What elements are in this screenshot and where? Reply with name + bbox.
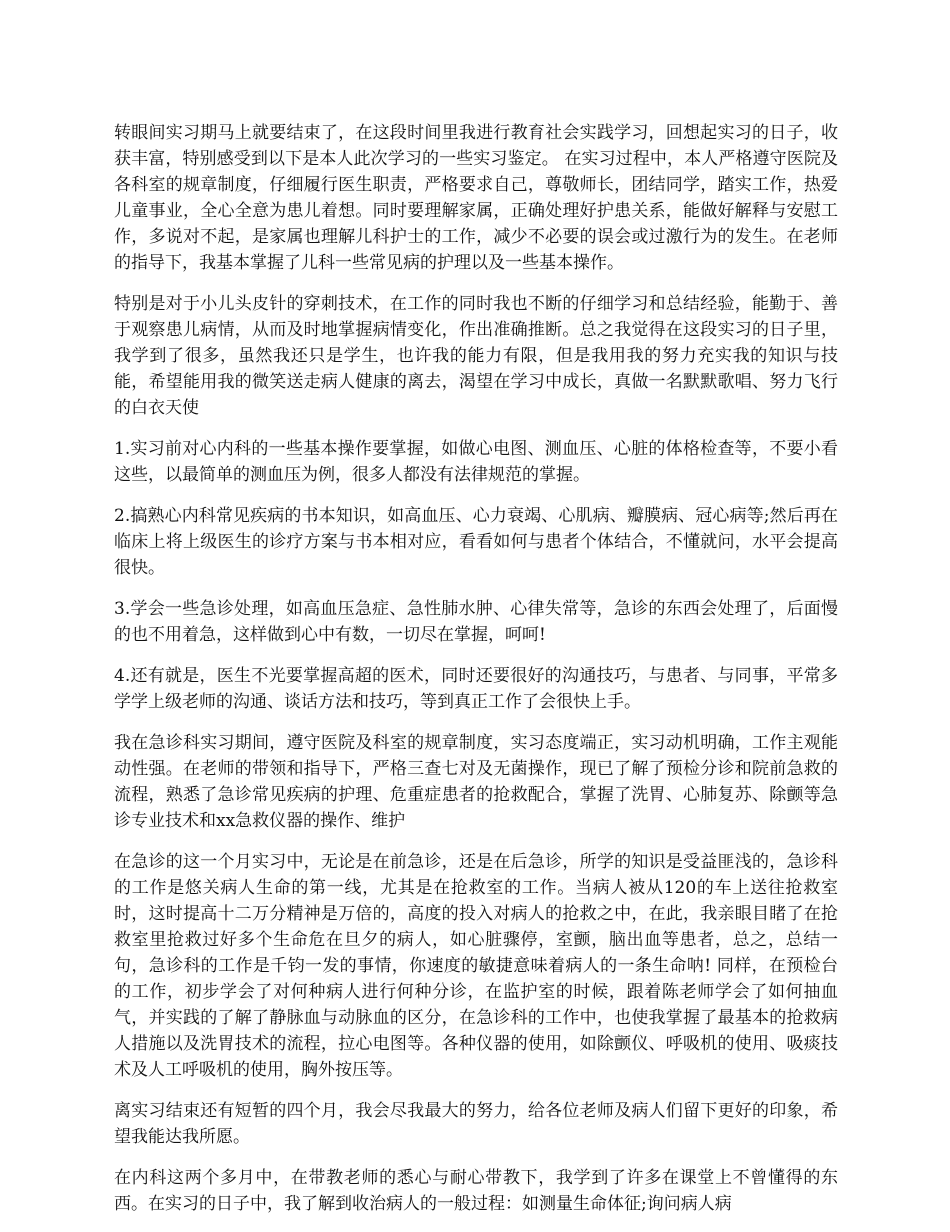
paragraph-7: 我在急诊科实习期间，遵守医院及科室的规章制度，实习态度端正，实习动机明确，工作主观能动性强。在老师的带领和指导下，严格三查七对及无菌操作，现已了解了预检分诊和院前急救的流程，熟悉了急诊常见疾病的护理、危重症患者的抢救配合，掌握了洗胃、心肺复苏、除颤等急诊专业技术和xx急救仪器的操作、维护 [114,733,838,831]
paragraph-9: 离实习结束还有短暂的四个月，我会尽我最大的努力，给各位老师及病人们留下更好的印象，希望我能达我所愿。 [114,1101,838,1147]
document-body [114,120,838,1232]
paragraph-3: 1.实习前对心内科的一些基本操作要掌握，如做心电图、测血压、心脏的体格检查等，不要小看这些，以最简单的测血压为例，很多人都没有法律规范的掌握。 [114,439,838,485]
paragraph-6: 4.还有就是，医生不光要掌握高超的医术，同时还要很好的沟通技巧，与患者、与同事，平常多学学上级老师的沟通、谈话方法和技巧，等到真正工作了会很快上手。 [114,666,838,712]
paragraph-10: 在内科这两个多月中，在带教老师的悉心与耐心带教下，我学到了许多在课堂上不曾懂得的东西。在实习的日子中，我了解到收治病人的一般过程：如测量生命体征;询问病人病 [114,1168,838,1214]
paragraph-1: 转眼间实习期马上就要结束了，在这段时间里我进行教育社会实践学习，回想起实习的日子，收获丰富，特别感受到以下是本人此次学习的一些实习鉴定。 在实习过程中，本人严格遵守医院及各科室的规章制度，仔细履行医生职责，严格要求自己，尊敬师长，团结同学，踏实工作，热爱儿童事业，全心全意为患儿着想。同时要理解家属，正确处理好护患关系，能做好解释与安慰工作，多说对不起，是家属也理解儿科护士的工作，减少不必要的误会或过激行为的发生。在老师的指导下，我基本掌握了儿科一些常见病的护理以及一些基本操作。 [114,123,838,273]
paragraph-4: 2.搞熟心内科常见疾病的书本知识，如高血压、心力衰竭、心肌病、瓣膜病、冠心病等;然后再在临床上将上级医生的诊疗方案与书本相对应，看看如何与患者个体结合，不懂就问，水平会提高很快。 [114,506,838,578]
paragraph-2: 特别是对于小儿头皮针的穿刺技术，在工作的同时我也不断的仔细学习和总结经验，能勤于、善于观察患儿病情，从而及时地掌握病情变化，作出准确推断。总之我觉得在这段实习的日子里，我学到了很多，虽然我还只是学生，也许我的能力有限，但是我用我的努力充实我的知识与技能，希望能用我的微笑送走病人健康的离去，渴望在学习中成长，真做一名默默歌唱、努力飞行的白衣天使 [114,294,838,418]
paragraph-5: 3.学会一些急诊处理，如高血压急症、急性肺水肿、心律失常等，急诊的东西会处理了，后面慢的也不用着急，这样做到心中有数，一切尽在掌握，呵呵! [114,599,838,645]
paragraph-8: 在急诊的这一个月实习中，无论是在前急诊，还是在后急诊，所学的知识是受益匪浅的，急诊科的工作是悠关病人生命的第一线，尤其是在抢救室的工作。当病人被从120的车上送往抢救室时，这时提高十二万分精神是万倍的，高度的投入对病人的抢救之中，在此，我亲眼目睹了在抢救室里抢救过好多个生命危在旦夕的病人，如心脏骤停，室颤，脑出血等患者，总之，总结一句，急诊科的工作是千钧一发的事情，你速度的敏捷意味着病人的一条生命呐! 同样，在预检台的工作，初步学会了对何种病人进行何种分诊，在监护室的时候，跟着陈老师学会了如何抽血气，并实践的了解了静脉血与动脉血的区分，在急诊科的工作中，也使我掌握了最基本的抢救病人措施以及洗胃技术的流程，拉心电图等。各种仪器的使用，如除颤仪、呼吸机的使用、吸痰技术及人工呼吸机的使用，胸外按压等。 [114,852,838,1080]
